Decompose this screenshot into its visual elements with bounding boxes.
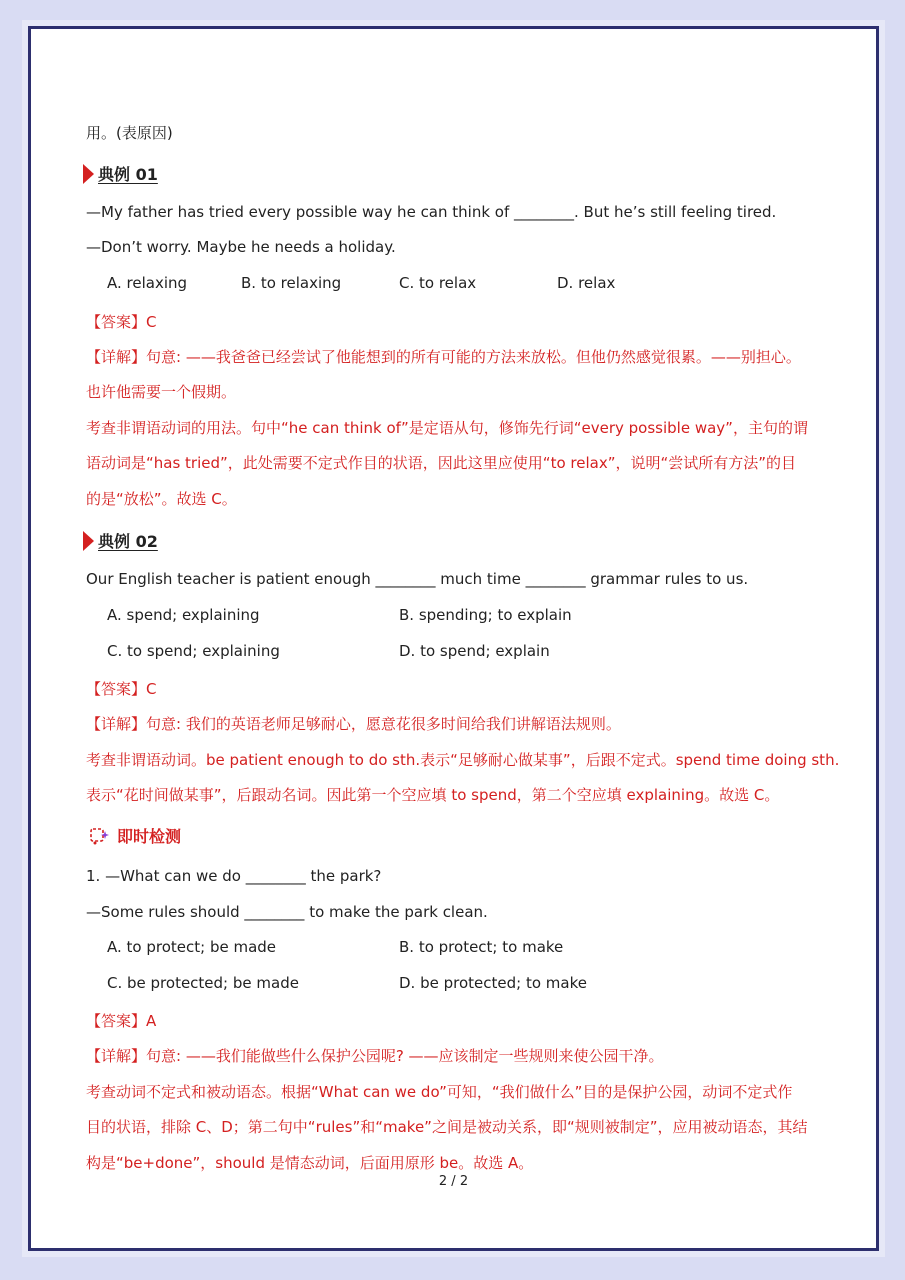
- ex1-detail-2: 也许他需要一个假期。: [86, 383, 237, 401]
- quick-check-heading: [89, 824, 181, 847]
- check-detail-4: 构是“be+done”，should 是情态动词，后面用原形 be。故选 A。: [86, 1154, 534, 1172]
- ex2-answer: 【答案】C: [86, 680, 157, 698]
- check-option-b: B. to protect; to make: [399, 938, 564, 956]
- ex1-answer: 【答案】C: [86, 313, 157, 331]
- check-option-c: C. be protected; be made: [107, 974, 299, 992]
- document-page: [28, 26, 879, 1251]
- check-detail-2: 考查动词不定式和被动语态。根据“What can we do”可知，“我们做什么”目的是保护公园，动词不定式作: [86, 1083, 793, 1101]
- example-01-heading: [83, 162, 158, 185]
- ex1-detail-3: 考查非谓语动词的用法。句中“he can think of”是定语从句，修饰先行词“every possible way”，主句的谓: [86, 419, 808, 437]
- intro-text: 用。(表原因): [86, 124, 173, 142]
- red-arrow-icon: [83, 531, 94, 551]
- ex2-option-c: C. to spend; explaining: [107, 642, 280, 660]
- page-number: 2 / 2: [438, 1174, 469, 1189]
- ex1-detail-4: 语动词是“has tried”，此处需要不定式作目的状语，因此这里应使用“to relax”，说明“尝试所有方法”的目: [86, 454, 797, 472]
- ex1-detail-5: 的是“放松”。故选 C。: [86, 490, 237, 508]
- check-detail-3: 目的状语，排除 C、D；第二句中“rules”和“make”之间是被动关系，即“规则被制定”，应用被动语态，其结: [86, 1118, 808, 1136]
- ex1-option-b: B. to relaxing: [241, 274, 342, 292]
- ex1-detail-1: 【详解】句意: ——我爸爸已经尝试了他能想到的所有可能的方法来放松。但他仍然感觉很累。——别担心。: [86, 348, 801, 366]
- ex1-option-d: D. relax: [557, 274, 616, 292]
- quick-check-title: 即时检测: [117, 827, 182, 846]
- ex2-question: Our English teacher is patient enough ________ much time ________ grammar rules to us.: [86, 570, 749, 588]
- ex2-detail-1: 【详解】句意: 我们的英语老师足够耐心，愿意花很多时间给我们讲解语法规则。: [86, 715, 621, 733]
- check-question-line-1: 1. —What can we do ________ the park?: [86, 867, 382, 885]
- ex2-detail-3: 表示“花时间做某事”，后跟动名词。因此第一个空应填 to spend，第二个空应填 explaining。故选 C。: [86, 786, 780, 804]
- check-answer: 【答案】A: [86, 1012, 157, 1030]
- ex1-option-c: C. to relax: [399, 274, 477, 292]
- ex1-question-line-1: —My father has tried every possible way he can think of ________. But he’s still feeling tired.: [86, 203, 777, 221]
- example-01-title: 典例 01: [98, 165, 158, 184]
- check-detail-1: 【详解】句意: ——我们能做些什么保护公园呢? ——应该制定一些规则来使公园干净。: [86, 1047, 664, 1065]
- ex1-question-line-2: —Don’t worry. Maybe he needs a holiday.: [86, 238, 396, 256]
- check-option-d: D. be protected; to make: [399, 974, 587, 992]
- red-arrow-icon: [83, 164, 94, 184]
- ex2-option-b: B. spending; to explain: [399, 606, 572, 624]
- ex2-detail-2: 考查非谓语动词。be patient enough to do sth.表示“足够耐心做某事”，后跟不定式。spend time doing sth.: [86, 751, 840, 769]
- ex2-option-d: D. to spend; explain: [399, 642, 550, 660]
- example-02-heading: [83, 529, 158, 552]
- check-question-line-2: —Some rules should ________ to make the park clean.: [86, 903, 488, 921]
- example-02-title: 典例 02: [98, 532, 158, 551]
- check-option-a: A. to protect; be made: [107, 938, 277, 956]
- ex2-option-a: A. spend; explaining: [107, 606, 260, 624]
- sparkle-icon: [89, 825, 111, 847]
- ex1-option-a: A. relaxing: [107, 274, 188, 292]
